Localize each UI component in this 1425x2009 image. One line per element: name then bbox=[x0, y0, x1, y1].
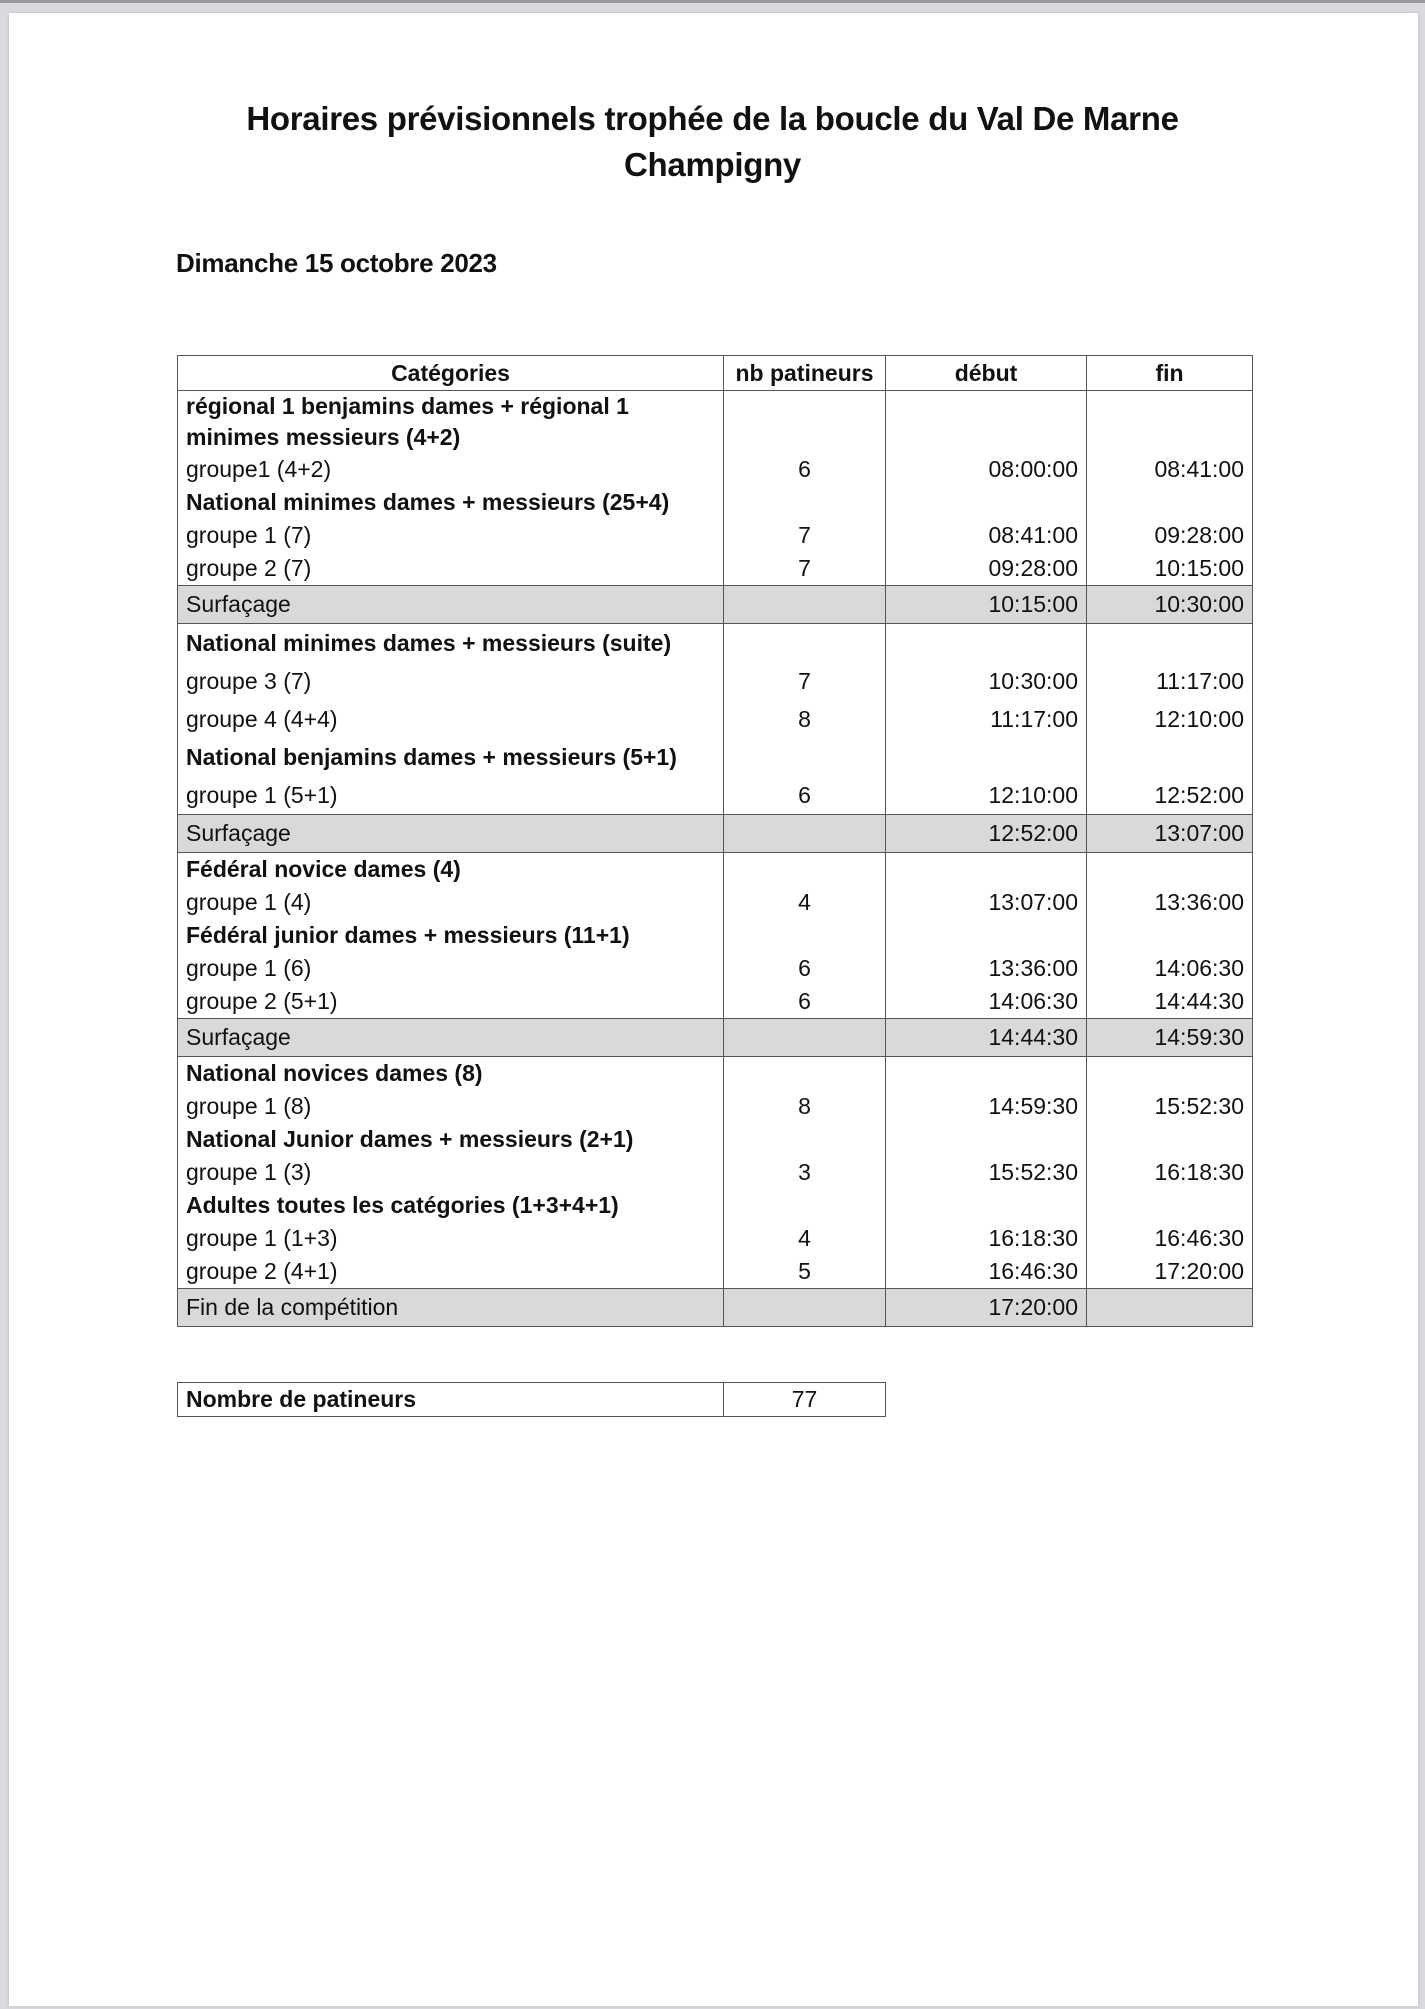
category-cell: Fin de la compétition bbox=[178, 1289, 724, 1327]
category-cell: National Junior dames + messieurs (2+1) bbox=[178, 1123, 724, 1156]
category-row bbox=[178, 919, 1253, 952]
category-cell: Fédéral junior dames + messieurs (11+1) bbox=[178, 919, 724, 952]
group-row bbox=[178, 519, 1253, 552]
nb-patineurs-cell: 7 bbox=[724, 552, 886, 586]
nb-patineurs-cell bbox=[724, 486, 886, 519]
fin-cell bbox=[1087, 486, 1253, 519]
debut-cell: 16:46:30 bbox=[886, 1255, 1087, 1289]
debut-cell: 13:36:00 bbox=[886, 952, 1087, 985]
group-row bbox=[178, 886, 1253, 919]
debut-cell: 13:07:00 bbox=[886, 886, 1087, 919]
schedule-table bbox=[177, 355, 1253, 1327]
header-row bbox=[178, 356, 1253, 391]
category-row bbox=[178, 1057, 1253, 1091]
nb-patineurs-cell bbox=[724, 919, 886, 952]
debut-cell: 14:44:30 bbox=[886, 1019, 1087, 1057]
fin-cell bbox=[1087, 391, 1253, 454]
debut-cell bbox=[886, 624, 1087, 663]
nb-patineurs-cell: 3 bbox=[724, 1156, 886, 1189]
category-cell: groupe 1 (1+3) bbox=[178, 1222, 724, 1255]
debut-cell: 14:06:30 bbox=[886, 985, 1087, 1019]
group-row bbox=[178, 552, 1253, 586]
group-row bbox=[178, 1222, 1253, 1255]
total-value: 77 bbox=[724, 1383, 886, 1417]
category-cell: groupe 1 (5+1) bbox=[178, 776, 724, 815]
fin-cell: 12:52:00 bbox=[1087, 776, 1253, 815]
category-row bbox=[178, 486, 1253, 519]
debut-cell bbox=[886, 738, 1087, 776]
debut-cell bbox=[886, 486, 1087, 519]
fin-cell bbox=[1087, 1189, 1253, 1222]
group-row bbox=[178, 776, 1253, 815]
nb-patineurs-cell bbox=[724, 1123, 886, 1156]
nb-patineurs-cell bbox=[724, 1057, 886, 1091]
header-debut: début bbox=[886, 356, 1087, 391]
group-row bbox=[178, 1156, 1253, 1189]
category-row bbox=[178, 391, 1253, 454]
category-cell: Adultes toutes les catégories (1+3+4+1) bbox=[178, 1189, 724, 1222]
fin-cell: 12:10:00 bbox=[1087, 700, 1253, 738]
header-fin: fin bbox=[1087, 356, 1253, 391]
header-categories: Catégories bbox=[178, 356, 724, 391]
category-cell: Surfaçage bbox=[178, 586, 724, 624]
nb-patineurs-cell: 8 bbox=[724, 1090, 886, 1123]
total-row bbox=[178, 1383, 886, 1417]
nb-patineurs-cell bbox=[724, 738, 886, 776]
category-cell: groupe 4 (4+4) bbox=[178, 700, 724, 738]
debut-cell bbox=[886, 1189, 1087, 1222]
nb-patineurs-cell: 5 bbox=[724, 1255, 886, 1289]
category-cell: groupe 1 (7) bbox=[178, 519, 724, 552]
nb-patineurs-cell: 6 bbox=[724, 985, 886, 1019]
group-row bbox=[178, 985, 1253, 1019]
category-row bbox=[178, 738, 1253, 776]
debut-cell: 08:00:00 bbox=[886, 453, 1087, 486]
fin-cell: 17:20:00 bbox=[1087, 1255, 1253, 1289]
nb-patineurs-cell: 7 bbox=[724, 662, 886, 700]
nb-patineurs-cell bbox=[724, 1189, 886, 1222]
fin-cell bbox=[1087, 738, 1253, 776]
break-row bbox=[178, 586, 1253, 624]
debut-cell: 16:18:30 bbox=[886, 1222, 1087, 1255]
debut-cell: 12:10:00 bbox=[886, 776, 1087, 815]
fin-cell: 10:15:00 bbox=[1087, 552, 1253, 586]
fin-cell: 13:36:00 bbox=[1087, 886, 1253, 919]
nb-patineurs-cell: 6 bbox=[724, 952, 886, 985]
fin-cell: 14:06:30 bbox=[1087, 952, 1253, 985]
fin-cell bbox=[1087, 624, 1253, 663]
category-cell: National novices dames (8) bbox=[178, 1057, 724, 1091]
nb-patineurs-cell: 7 bbox=[724, 519, 886, 552]
category-cell: groupe 1 (4) bbox=[178, 886, 724, 919]
group-row bbox=[178, 662, 1253, 700]
debut-cell: 17:20:00 bbox=[886, 1289, 1087, 1327]
debut-cell: 14:59:30 bbox=[886, 1090, 1087, 1123]
document-subtitle: Champigny bbox=[624, 146, 801, 183]
fin-cell: 14:59:30 bbox=[1087, 1019, 1253, 1057]
nb-patineurs-cell: 6 bbox=[724, 776, 886, 815]
debut-cell bbox=[886, 391, 1087, 454]
debut-cell: 11:17:00 bbox=[886, 700, 1087, 738]
total-table bbox=[177, 1382, 886, 1417]
break-row bbox=[178, 1019, 1253, 1057]
break-row bbox=[178, 1289, 1253, 1327]
category-cell: groupe 1 (3) bbox=[178, 1156, 724, 1189]
debut-cell bbox=[886, 919, 1087, 952]
fin-cell: 13:07:00 bbox=[1087, 815, 1253, 853]
nb-patineurs-cell: 4 bbox=[724, 886, 886, 919]
nb-patineurs-cell: 4 bbox=[724, 1222, 886, 1255]
fin-cell: 10:30:00 bbox=[1087, 586, 1253, 624]
fin-cell: 15:52:30 bbox=[1087, 1090, 1253, 1123]
nb-patineurs-cell: 8 bbox=[724, 700, 886, 738]
total-label: Nombre de patineurs bbox=[178, 1383, 724, 1417]
category-cell: groupe 2 (7) bbox=[178, 552, 724, 586]
fin-cell bbox=[1087, 919, 1253, 952]
nb-patineurs-cell bbox=[724, 1019, 886, 1057]
fin-cell: 11:17:00 bbox=[1087, 662, 1253, 700]
category-cell: Fédéral novice dames (4) bbox=[178, 853, 724, 887]
fin-cell bbox=[1087, 853, 1253, 887]
nb-patineurs-cell bbox=[724, 815, 886, 853]
nb-patineurs-cell: 6 bbox=[724, 453, 886, 486]
fin-cell: 16:46:30 bbox=[1087, 1222, 1253, 1255]
category-cell: Surfaçage bbox=[178, 815, 724, 853]
category-cell: National minimes dames + messieurs (25+4) bbox=[178, 486, 724, 519]
header-nb-patineurs: nb patineurs bbox=[724, 356, 886, 391]
fin-cell: 09:28:00 bbox=[1087, 519, 1253, 552]
fin-cell: 16:18:30 bbox=[1087, 1156, 1253, 1189]
category-cell: groupe1 (4+2) bbox=[178, 453, 724, 486]
category-cell: régional 1 benjamins dames + régional 1 minimes messieurs (4+2) bbox=[178, 391, 724, 454]
category-cell: National benjamins dames + messieurs (5+1) bbox=[178, 738, 724, 776]
category-cell: groupe 1 (8) bbox=[178, 1090, 724, 1123]
debut-cell: 10:30:00 bbox=[886, 662, 1087, 700]
category-cell: groupe 1 (6) bbox=[178, 952, 724, 985]
document-title: Horaires prévisionnels trophée de la boucle du Val De Marne bbox=[246, 100, 1179, 137]
debut-cell: 10:15:00 bbox=[886, 586, 1087, 624]
category-row bbox=[178, 853, 1253, 887]
group-row bbox=[178, 1255, 1253, 1289]
fin-cell bbox=[1087, 1289, 1253, 1327]
group-row bbox=[178, 700, 1253, 738]
nb-patineurs-cell bbox=[724, 391, 886, 454]
nb-patineurs-cell bbox=[724, 853, 886, 887]
category-cell: groupe 2 (5+1) bbox=[178, 985, 724, 1019]
nb-patineurs-cell bbox=[724, 624, 886, 663]
category-row bbox=[178, 1123, 1253, 1156]
category-row bbox=[178, 1189, 1253, 1222]
debut-cell: 15:52:30 bbox=[886, 1156, 1087, 1189]
event-date: Dimanche 15 octobre 2023 bbox=[176, 248, 497, 278]
debut-cell: 08:41:00 bbox=[886, 519, 1087, 552]
nb-patineurs-cell bbox=[724, 586, 886, 624]
debut-cell bbox=[886, 1057, 1087, 1091]
debut-cell bbox=[886, 1123, 1087, 1156]
group-row bbox=[178, 952, 1253, 985]
category-cell: groupe 3 (7) bbox=[178, 662, 724, 700]
debut-cell: 09:28:00 bbox=[886, 552, 1087, 586]
break-row bbox=[178, 815, 1253, 853]
group-row bbox=[178, 1090, 1253, 1123]
category-row bbox=[178, 624, 1253, 663]
debut-cell bbox=[886, 853, 1087, 887]
schedule-body bbox=[178, 391, 1253, 1327]
category-cell: groupe 2 (4+1) bbox=[178, 1255, 724, 1289]
category-cell: Surfaçage bbox=[178, 1019, 724, 1057]
group-row bbox=[178, 453, 1253, 486]
debut-cell: 12:52:00 bbox=[886, 815, 1087, 853]
fin-cell bbox=[1087, 1123, 1253, 1156]
nb-patineurs-cell bbox=[724, 1289, 886, 1327]
fin-cell: 14:44:30 bbox=[1087, 985, 1253, 1019]
window-top-border bbox=[0, 0, 1425, 3]
fin-cell: 08:41:00 bbox=[1087, 453, 1253, 486]
fin-cell bbox=[1087, 1057, 1253, 1091]
category-cell: National minimes dames + messieurs (suite) bbox=[178, 624, 724, 663]
